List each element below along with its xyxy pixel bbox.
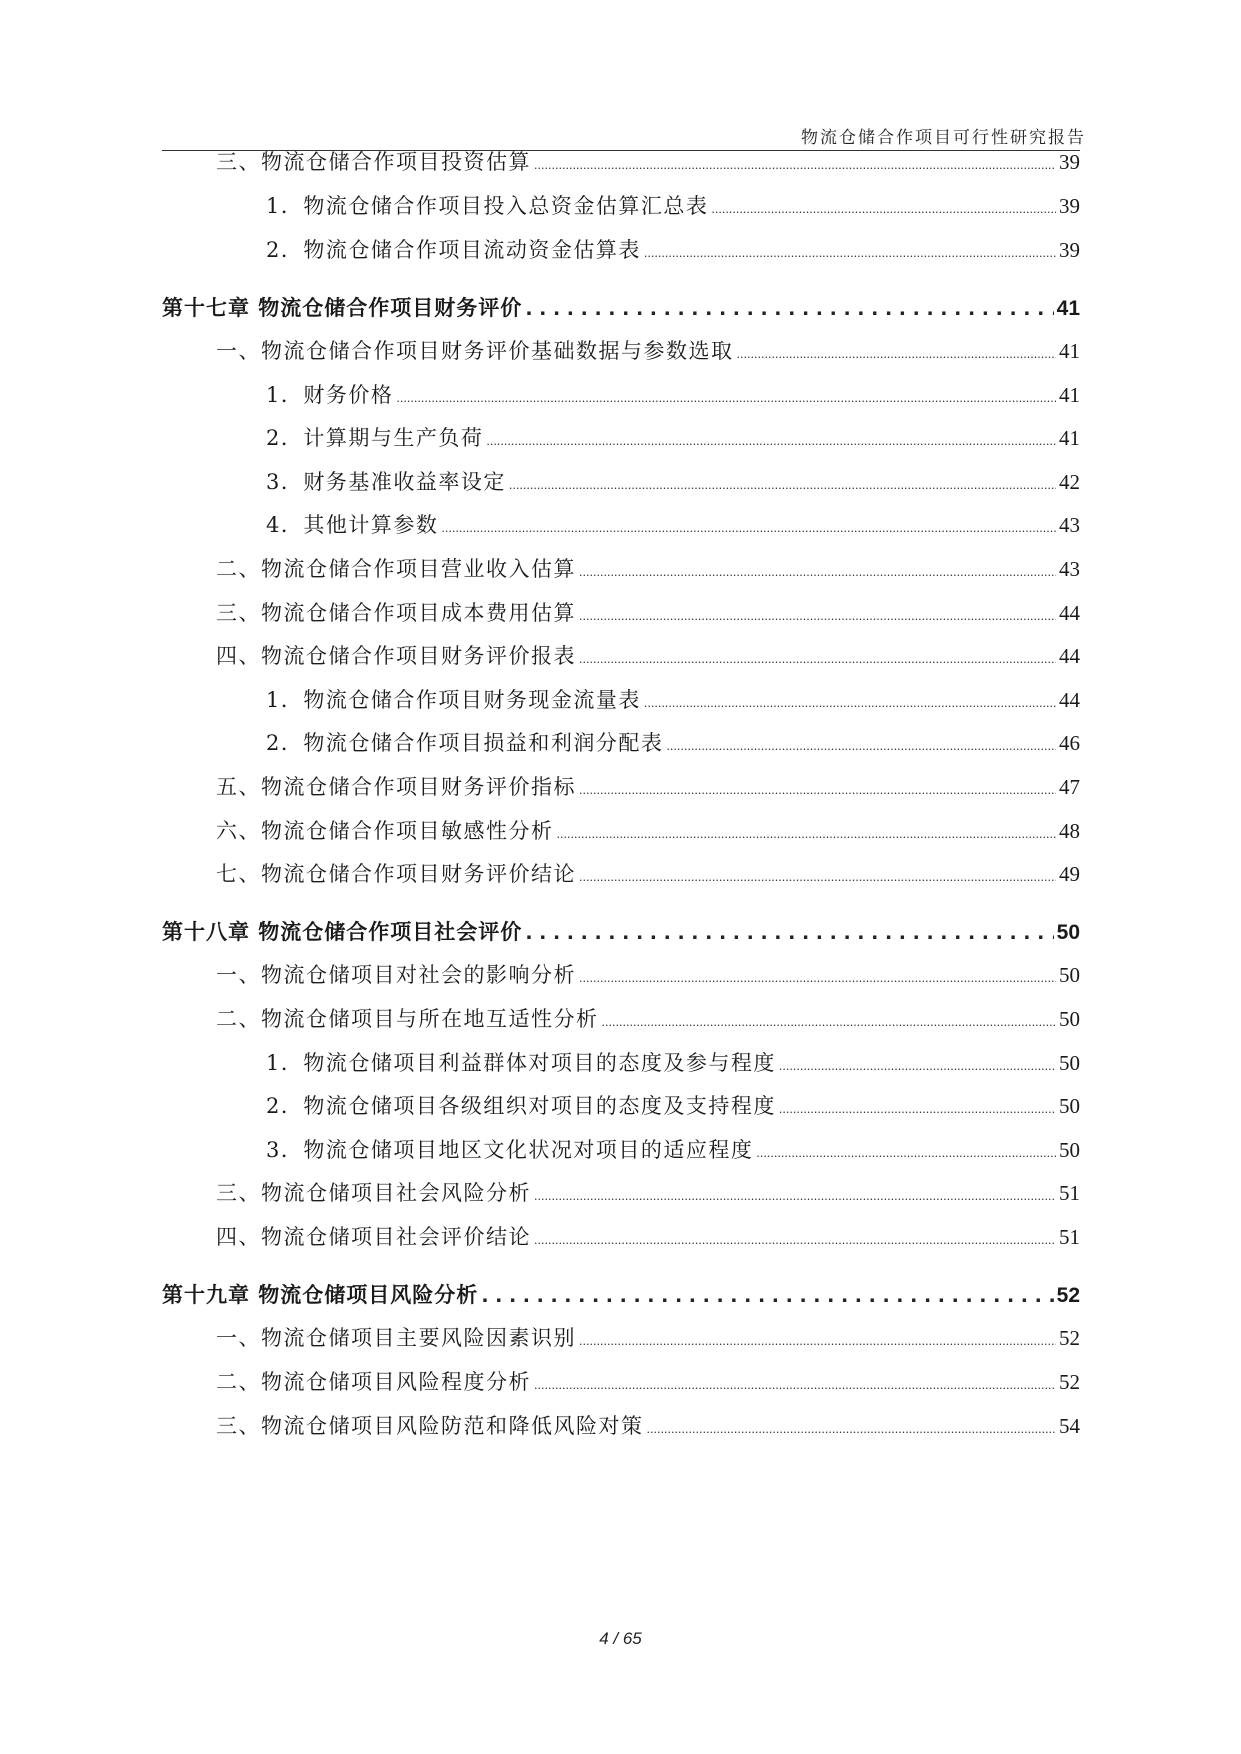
toc-chapter-entry[interactable] [162, 294, 1080, 323]
toc-section-entry[interactable] [162, 773, 1080, 805]
toc-entry-page: 54 [1059, 1414, 1080, 1438]
toc-section-entry[interactable] [162, 860, 1080, 892]
toc-dot-leader [756, 1136, 1056, 1168]
toc-dot-leader [534, 1179, 1056, 1211]
toc-subsection-entry[interactable] [162, 192, 1080, 224]
toc-entry-page: 50 [1056, 921, 1080, 944]
toc-dot-leader [711, 192, 1056, 224]
toc-entry-title: 三、物流仓储合作项目成本费用估算 [216, 601, 576, 625]
toc-entry-title: 七、物流仓储合作项目财务评价结论 [216, 862, 576, 886]
toc-entry-page: 41 [1059, 339, 1080, 363]
toc-entry-page: 41 [1059, 383, 1080, 407]
toc-chapter-entry[interactable] [162, 918, 1080, 947]
toc-entry-page: 52 [1056, 1284, 1080, 1307]
toc-entry-page: 44 [1059, 688, 1080, 712]
toc-entry-title: 第十九章 物流仓储项目风险分析 [162, 1283, 479, 1307]
toc-subsection-entry[interactable] [162, 1049, 1080, 1081]
toc-dot-leader [647, 1412, 1057, 1444]
toc-entry-title: 第十八章 物流仓储合作项目社会评价 [162, 920, 523, 944]
toc-entry-title: 4．其他计算参数 [266, 513, 439, 537]
toc-entry-title: 2．物流仓储项目各级组织对项目的态度及支持程度 [266, 1094, 776, 1118]
toc-entry-title: 六、物流仓储合作项目敏感性分析 [216, 819, 554, 843]
toc-entry-page: 50 [1059, 963, 1080, 987]
toc-dot-leader [579, 555, 1056, 587]
toc-entry-page: 49 [1059, 862, 1080, 886]
toc-entry-title: 1．物流仓储项目利益群体对项目的态度及参与程度 [266, 1051, 776, 1075]
toc-section-entry[interactable] [162, 817, 1080, 849]
toc-entry-title: 2．物流仓储合作项目流动资金估算表 [266, 238, 641, 262]
toc-entry-title: 三、物流仓储项目风险防范和降低风险对策 [216, 1414, 644, 1438]
toc-section-entry[interactable] [162, 148, 1080, 180]
toc-dot-leader [509, 468, 1056, 500]
toc-entry-title: 二、物流仓储项目与所在地互适性分析 [216, 1007, 599, 1031]
toc-entry-page: 52 [1059, 1326, 1080, 1350]
table-of-contents [162, 0, 1080, 1754]
toc-entry-title: 一、物流仓储合作项目财务评价基础数据与参数选取 [216, 339, 734, 363]
toc-entry-page: 42 [1059, 470, 1080, 494]
toc-entry-page: 51 [1059, 1225, 1080, 1249]
toc-entry-title: 二、物流仓储合作项目营业收入估算 [216, 557, 576, 581]
toc-entry-title: 一、物流仓储项目主要风险因素识别 [216, 1326, 576, 1350]
toc-entry-title: 二、物流仓储项目风险程度分析 [216, 1370, 531, 1394]
toc-dot-leader [525, 294, 1053, 323]
toc-entry-title: 2．计算期与生产负荷 [266, 426, 484, 450]
toc-entry-page: 43 [1059, 513, 1080, 537]
toc-dot-leader [779, 1049, 1056, 1081]
toc-subsection-entry[interactable] [162, 468, 1080, 500]
toc-entry-page: 50 [1059, 1138, 1080, 1162]
toc-dot-leader [644, 686, 1056, 718]
toc-dot-leader [579, 599, 1056, 631]
toc-section-entry[interactable] [162, 1368, 1080, 1400]
toc-entry-page: 44 [1059, 644, 1080, 668]
toc-chapter-entry[interactable] [162, 1281, 1080, 1310]
toc-subsection-entry[interactable] [162, 424, 1080, 456]
toc-dot-leader [534, 1368, 1056, 1400]
toc-dot-leader [441, 511, 1056, 543]
toc-dot-leader [534, 148, 1056, 180]
toc-entry-title: 第十七章 物流仓储合作项目财务评价 [162, 296, 523, 320]
toc-entry-title: 五、物流仓储合作项目财务评价指标 [216, 775, 576, 799]
toc-entry-page: 46 [1059, 731, 1080, 755]
toc-entry-title: 一、物流仓储项目对社会的影响分析 [216, 963, 576, 987]
toc-entry-page: 50 [1059, 1051, 1080, 1075]
toc-entry-page: 52 [1059, 1370, 1080, 1394]
toc-entry-title: 3．财务基准收益率设定 [266, 470, 506, 494]
toc-entry-page: 48 [1059, 819, 1080, 843]
toc-entry-title: 1．物流仓储合作项目财务现金流量表 [266, 688, 641, 712]
toc-entry-title: 三、物流仓储项目社会风险分析 [216, 1181, 531, 1205]
toc-subsection-entry[interactable] [162, 1136, 1080, 1168]
toc-entry-page: 41 [1056, 297, 1080, 320]
toc-section-entry[interactable] [162, 1223, 1080, 1255]
toc-dot-leader [579, 773, 1056, 805]
toc-entry-page: 50 [1059, 1007, 1080, 1031]
running-header-title: 物流仓储合作项目可行性研究报告 [801, 128, 1086, 148]
toc-section-entry[interactable] [162, 1005, 1080, 1037]
toc-entry-title: 3．物流仓储项目地区文化状况对项目的适应程度 [266, 1138, 754, 1162]
toc-subsection-entry[interactable] [162, 686, 1080, 718]
toc-entry-page: 39 [1059, 238, 1080, 262]
toc-subsection-entry[interactable] [162, 381, 1080, 413]
toc-subsection-entry[interactable] [162, 511, 1080, 543]
toc-section-entry[interactable] [162, 337, 1080, 369]
toc-entry-page: 44 [1059, 601, 1080, 625]
toc-entry-title: 1．财务价格 [266, 383, 394, 407]
toc-entry-title: 2．物流仓储合作项目损益和利润分配表 [266, 731, 664, 755]
toc-entry-page: 41 [1059, 426, 1080, 450]
toc-dot-leader [779, 1092, 1056, 1124]
toc-section-entry[interactable] [162, 642, 1080, 674]
toc-section-entry[interactable] [162, 961, 1080, 993]
toc-dot-leader [579, 860, 1056, 892]
toc-subsection-entry[interactable] [162, 1092, 1080, 1124]
toc-entry-page: 51 [1059, 1181, 1080, 1205]
toc-dot-leader [481, 1281, 1053, 1310]
toc-dot-leader [534, 1223, 1056, 1255]
toc-entry-title: 四、物流仓储项目社会评价结论 [216, 1225, 531, 1249]
toc-section-entry[interactable] [162, 599, 1080, 631]
toc-dot-leader [579, 1324, 1056, 1356]
toc-dot-leader [396, 381, 1056, 413]
toc-subsection-entry[interactable] [162, 729, 1080, 761]
toc-dot-leader [557, 817, 1057, 849]
toc-dot-leader [486, 424, 1056, 456]
toc-entry-page: 39 [1059, 150, 1080, 174]
toc-subsection-entry[interactable] [162, 236, 1080, 268]
toc-entry-page: 43 [1059, 557, 1080, 581]
toc-section-entry[interactable] [162, 1179, 1080, 1211]
toc-section-entry[interactable] [162, 1412, 1080, 1444]
toc-section-entry[interactable] [162, 1324, 1080, 1356]
toc-dot-leader [579, 642, 1056, 674]
toc-entry-title: 四、物流仓储合作项目财务评价报表 [216, 644, 576, 668]
toc-dot-leader [644, 236, 1056, 268]
toc-dot-leader [666, 729, 1056, 761]
toc-entry-title: 1．物流仓储合作项目投入总资金估算汇总表 [266, 194, 709, 218]
toc-dot-leader [602, 1005, 1057, 1037]
page-number: 4 / 65 [599, 1629, 642, 1648]
toc-section-entry[interactable] [162, 555, 1080, 587]
toc-entry-page: 39 [1059, 194, 1080, 218]
toc-dot-leader [525, 918, 1053, 947]
toc-entry-page: 47 [1059, 775, 1080, 799]
toc-dot-leader [579, 961, 1056, 993]
toc-entry-page: 50 [1059, 1094, 1080, 1118]
toc-dot-leader [737, 337, 1057, 369]
toc-entry-title: 三、物流仓储合作项目投资估算 [216, 150, 531, 174]
